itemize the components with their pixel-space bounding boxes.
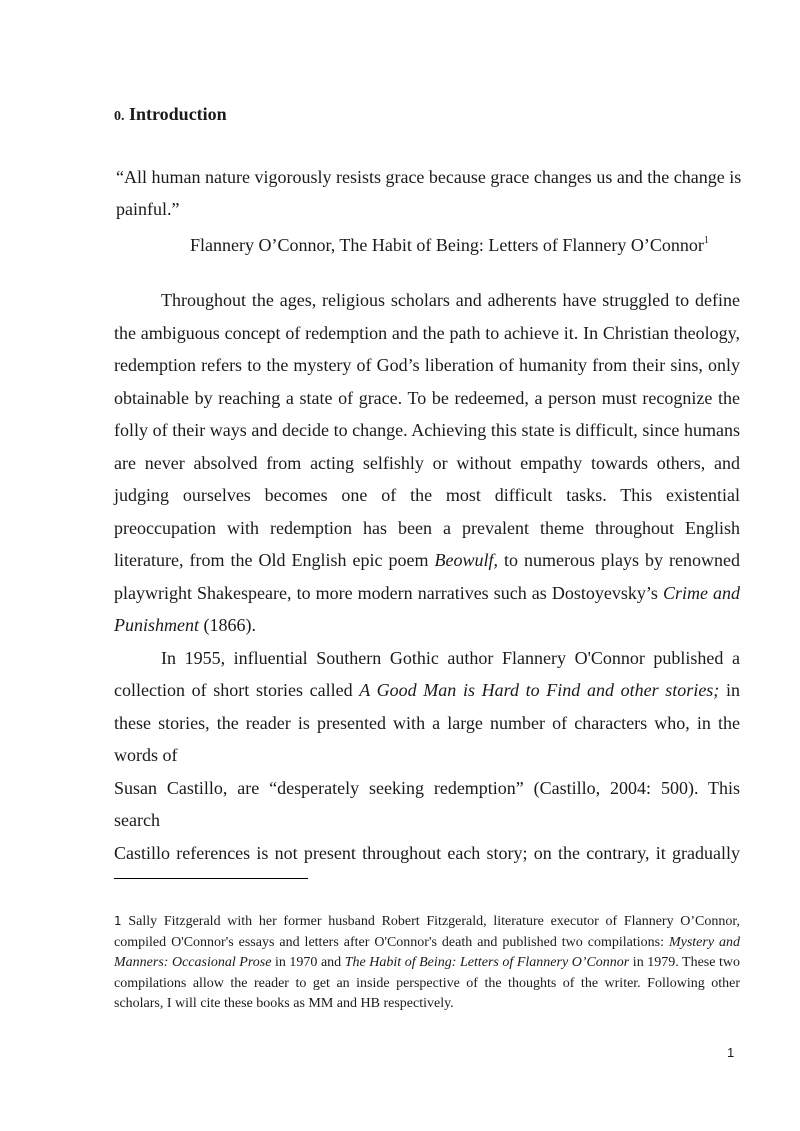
paragraph-2 bbox=[114, 642, 740, 772]
footnote-text: Sally Fitzgerald with her former husband Robert Fitzgerald, literature executor of Flannery O’Connor, compiled O'Connor's essays and letters after O'Connor's death and published two compilations: bbox=[114, 914, 740, 950]
paragraph-text: in these stories, the reader is presented with a large number of characters who, in the words of bbox=[114, 680, 740, 765]
footnote-text: in 1970 and bbox=[271, 955, 345, 970]
section-number: 0. bbox=[114, 109, 125, 124]
italic-title: Beowulf, bbox=[434, 550, 498, 570]
paragraph-text: Throughout the ages, religious scholars and adherents have struggled to define the ambiguous concept of redemption and the path to achieve it. In Christian theology, redemption refers to the mystery of God’s liberation of humanity from their sins, only obtainable by reaching a state of grace. To be redeemed, a person must recognize the folly of their ways and decide to change. Achieving this state is difficult, since humans are never absolved from acting selfishly or without empathy towards others, and judging ourselves becomes one of the most difficult tasks. This existential preoccupation with redemption has been a prevalent theme throughout English literature, from the Old English epic poem bbox=[114, 290, 740, 570]
paragraph-text: Susan Castillo, are “desperately seeking redemption” (Castillo, 2004: 500). This search bbox=[114, 777, 740, 830]
footnote-number: 1 bbox=[114, 914, 122, 928]
italic-title: Mystery and Manners: Occasional Prose bbox=[114, 934, 740, 970]
footnote-separator bbox=[114, 878, 308, 879]
epigraph-attribution bbox=[190, 229, 709, 257]
italic-title: The Habit of Being: Letters of Flannery O’Connor bbox=[344, 955, 630, 970]
italic-title: A Good Man is Hard to Find and other stories; bbox=[359, 680, 720, 700]
section-heading bbox=[114, 104, 227, 125]
paragraph-4 bbox=[114, 837, 740, 870]
paragraph-text: to numerous plays by renowned playwright Shakespeare, to more modern narratives such as Dostoyevsky’s bbox=[114, 550, 740, 603]
page-number: 1 bbox=[727, 1045, 735, 1060]
footnote-text: in 1979. These two compilations allow the reader to get an inside perspective of the thoughts of the writer. Following other scholars, I will cite these books as MM and HB respectively. bbox=[114, 955, 740, 1011]
paragraph-text: Castillo references is not present throughout each story; on the contrary, it gradually bbox=[114, 842, 740, 863]
paragraph-3 bbox=[114, 772, 740, 837]
paragraph-text: (1866). bbox=[199, 615, 256, 635]
epigraph-quote: “All human nature vigorously resists grace because grace changes us and the change is painful.” bbox=[116, 167, 742, 219]
body-text bbox=[114, 284, 740, 869]
section-title: Introduction bbox=[129, 104, 227, 124]
paragraph-text: In 1955, influential Southern Gothic author Flannery O'Connor published a collection of short stories called bbox=[114, 647, 740, 700]
attribution-text: Flannery O’Connor, The Habit of Being: Letters of Flannery O’Connor bbox=[190, 235, 704, 255]
footnote-reference[interactable]: 1 bbox=[703, 235, 709, 246]
italic-title: Crime and Punishment bbox=[114, 582, 740, 635]
paragraph-1 bbox=[114, 284, 740, 642]
footnote bbox=[114, 911, 740, 1015]
